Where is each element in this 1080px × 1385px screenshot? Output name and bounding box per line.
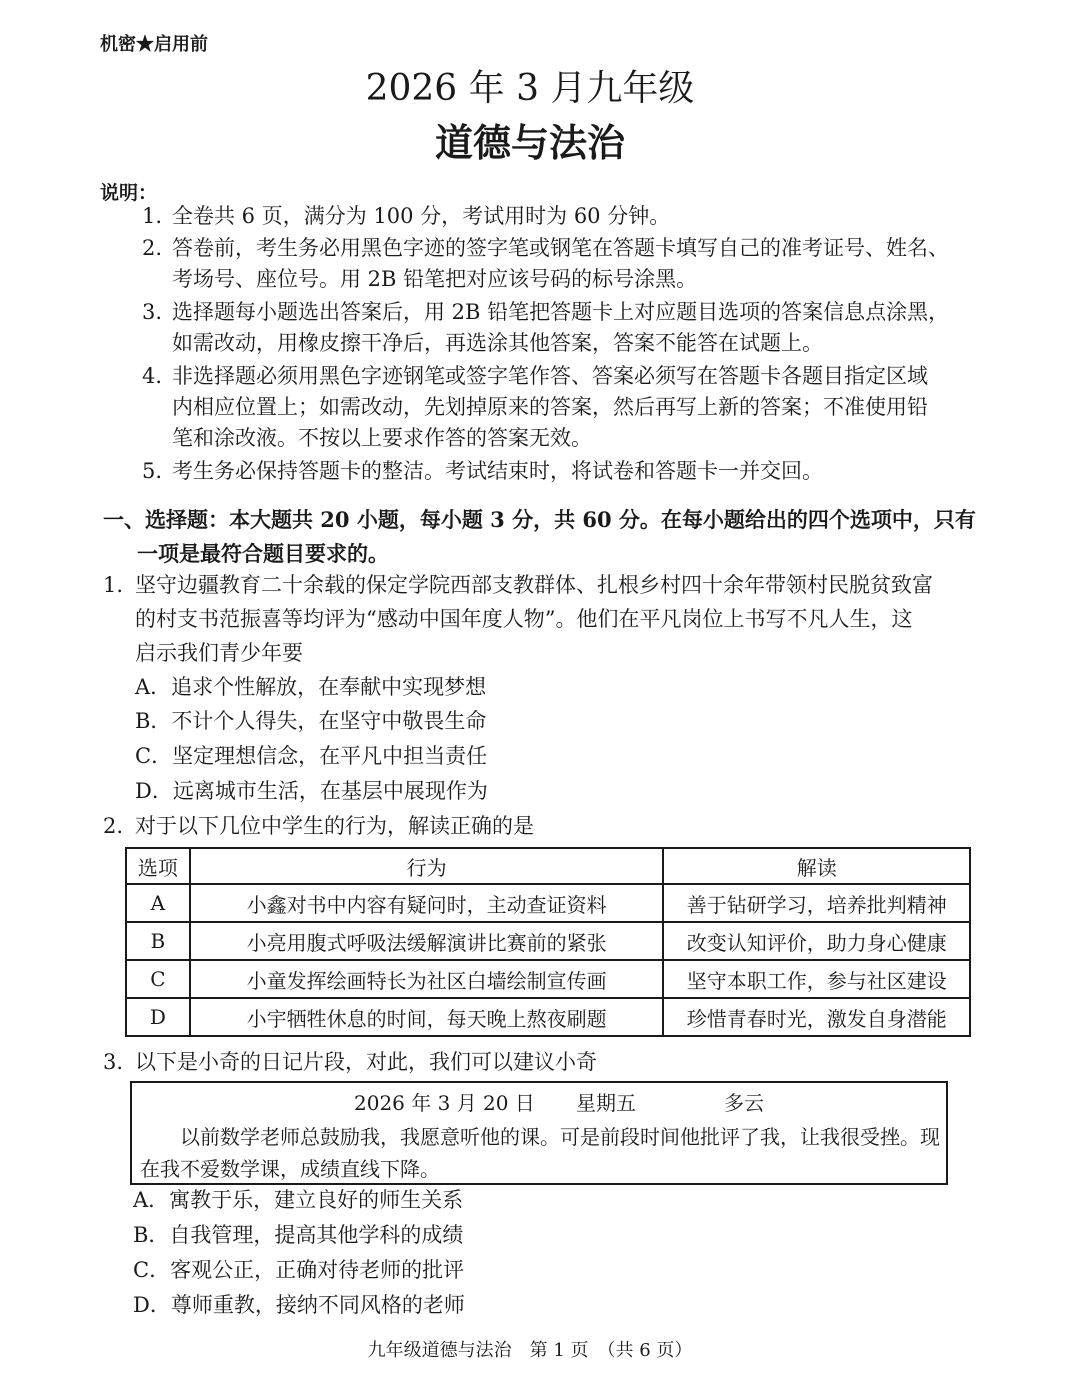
question-1-stem-line: 启示我们青少年要 (135, 641, 303, 665)
table-cell: D (126, 998, 190, 1036)
instruction-continuation: 考场号、座位号。用 2B 铅笔把对应该号码的标号涂黑。 (172, 267, 698, 291)
diary-weekday: 星期五 (576, 1091, 636, 1115)
instructions-label: 说明： (100, 182, 158, 204)
diary-weather: 多云 (724, 1091, 764, 1115)
table-cell: 坚守本职工作，参与社区建设 (663, 960, 970, 998)
question-1-stem: 1. 坚守边疆教育二十余载的保定学院西部支教群体、扎根乡村四十余年带领村民脱贫致富 (103, 573, 933, 597)
table-header: 行为 (190, 848, 664, 884)
table-row (126, 998, 970, 1036)
table-cell: 小亮用腹式呼吸法缓解演讲比赛前的紧张 (190, 922, 664, 960)
diary-text: 以前数学老师总鼓励我，我愿意听他的课。可是前段时间他批评了我，让我很受挫。现在我不爱数学课，成绩直线下降。 (140, 1125, 940, 1181)
question-3-option-c: C．客观公正，正确对待老师的批评 (133, 1258, 465, 1282)
instruction-item: 1. 全卷共 6 页，满分为 100 分，考试用时为 60 分钟。 (142, 204, 671, 228)
question-2-table (125, 847, 971, 1037)
question-1-option-d: D．远离城市生活，在基层中展现作为 (135, 779, 488, 803)
page-footer: 九年级道德与法治 第 1 页 （共 6 页） (367, 1340, 693, 1361)
question-1-stem-line: 的村支书范振喜等均评为“感动中国年度人物”。他们在平凡岗位上书写不凡人生，这 (135, 607, 913, 631)
question-1-option-c: C．坚定理想信念，在平凡中担当责任 (135, 744, 488, 768)
instruction-item: 4. 非选择题必须用黑色字迹钢笔或签字笔作答、答案必须写在答题卡各题目指定区域 (142, 364, 928, 388)
exam-title: 2026 年 3 月九年级 (365, 68, 695, 109)
table-row (126, 960, 970, 998)
table-cell: 小宇牺牲休息的时间，每天晚上熬夜刷题 (190, 998, 664, 1036)
table-row (126, 884, 970, 922)
instruction-continuation: 如需改动，用橡皮擦干净后，再选涂其他答案，答案不能答在试题上。 (172, 331, 823, 355)
instruction-item: 2. 答卷前，考生务必用黑色字迹的签字笔或钢笔在答题卡填写自己的准考证号、姓名、 (142, 236, 949, 260)
section-heading: 一、选择题：本大题共 20 小题，每小题 3 分，共 60 分。在每小题给出的四个选项中，只有 一项是最符合题目要求的。 (103, 507, 976, 566)
table-cell: A (126, 884, 190, 922)
table-header: 解读 (663, 848, 970, 884)
table-cell: 小鑫对书中内容有疑问时，主动查证资料 (190, 884, 664, 922)
table-cell: 改变认知评价，助力身心健康 (663, 922, 970, 960)
question-3-option-d: D．尊师重教，接纳不同风格的老师 (133, 1293, 465, 1317)
question-3-option-a: A．寓教于乐，建立良好的师生关系 (133, 1188, 464, 1212)
table-cell: B (126, 922, 190, 960)
table-cell: 珍惜青春时光，激发自身潜能 (663, 998, 970, 1036)
question-1-option-b: B．不计个人得失，在坚守中敬畏生命 (135, 709, 487, 733)
question-3-option-b: B．自我管理，提高其他学科的成绩 (133, 1223, 464, 1247)
table-header-row (126, 848, 970, 884)
subject-title: 道德与法治 (434, 120, 625, 165)
confidential-mark: 机密★启用前 (100, 34, 208, 55)
table-cell: 善于钻研学习，培养批判精神 (663, 884, 970, 922)
instruction-continuation: 内相应位置上；如需改动，先划掉原来的答案，然后再写上新的答案；不准使用铅 (172, 395, 928, 419)
question-2-stem: 2. 对于以下几位中学生的行为，解读正确的是 (103, 814, 534, 838)
instruction-item: 3. 选择题每小题选出答案后，用 2B 铅笔把答题卡上对应题目选项的答案信息点涂黑， (142, 300, 950, 324)
table-row (126, 922, 970, 960)
table-cell: C (126, 960, 190, 998)
instruction-item: 5. 考生务必保持答题卡的整洁。考试结束时，将试卷和答题卡一并交回。 (142, 459, 823, 483)
question-3-stem: 3. 以下是小奇的日记片段，对此，我们可以建议小奇 (103, 1050, 597, 1074)
question-1-option-a: A．追求个性解放，在奉献中实现梦想 (135, 675, 487, 699)
table-header: 选项 (126, 848, 190, 884)
instruction-continuation: 笔和涂改液。不按以上要求作答的答案无效。 (172, 426, 592, 450)
diary-date: 2026 年 3 月 20 日 (354, 1091, 535, 1115)
diary-box (130, 1081, 948, 1185)
table-cell: 小童发挥绘画特长为社区白墙绘制宣传画 (190, 960, 664, 998)
